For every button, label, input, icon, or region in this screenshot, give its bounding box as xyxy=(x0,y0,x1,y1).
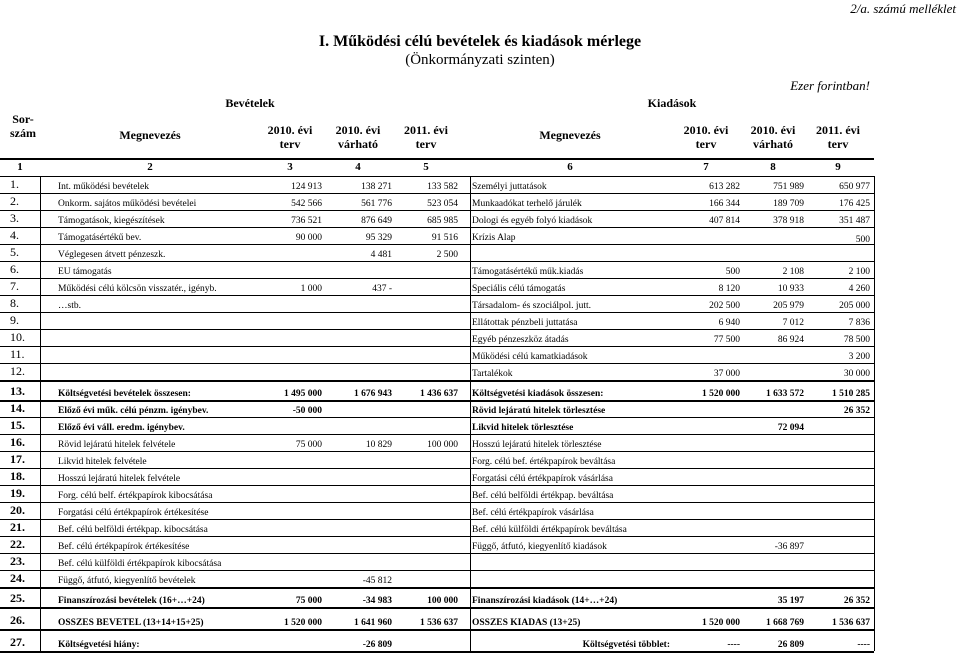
header-megnevezes-right: Megnevezés xyxy=(539,128,601,142)
annex-label: 2/a. számú melléklet xyxy=(850,1,956,16)
cell-n4: 1 520 000 xyxy=(702,389,740,399)
table-row xyxy=(0,400,874,418)
cell-n2: -45 812 xyxy=(362,576,392,586)
cell-no: 4. xyxy=(10,228,19,242)
cell-r: Költségvetési többlet: xyxy=(582,640,670,650)
table-row xyxy=(0,261,874,279)
cell-n6: 3 200 xyxy=(848,352,870,362)
cell-l: Költségvetési hiány: xyxy=(58,640,140,650)
table-row xyxy=(0,434,874,452)
cell-n1: 736 521 xyxy=(291,216,322,226)
header-2010-varhato-right: 2010. évi várható xyxy=(750,123,796,151)
cell-n6: 650 977 xyxy=(839,182,870,192)
cell-l: Rövid lejáratú hitelek felvétele xyxy=(58,440,176,450)
cell-n2: 437 - xyxy=(372,284,392,294)
cell-n1: 75 000 xyxy=(295,440,322,450)
cell-n5: 205 979 xyxy=(773,301,804,311)
cell-n4: 6 940 xyxy=(718,318,740,328)
cell-r: Támogatásértékű műk.kiadás xyxy=(472,267,584,277)
cell-no: 17. xyxy=(10,452,25,466)
cell-no: 10. xyxy=(10,330,25,344)
page-subtitle: (Önkormányzati szinten) xyxy=(405,52,555,68)
cell-r: Egyéb pénzeszköz átadás xyxy=(472,335,569,345)
cell-n6: 26 352 xyxy=(843,406,870,416)
cell-n2: -26 809 xyxy=(362,640,392,650)
cell-r: ÖSSZES KIADÁS (13+25) xyxy=(472,618,581,628)
cell-l: EU támogatás xyxy=(58,267,112,277)
cell-n6: 351 487 xyxy=(839,216,870,226)
cell-l: Likvid hitelek felvétele xyxy=(58,457,147,467)
table-row xyxy=(0,295,874,313)
cell-l: Forgatási célú értékpapírok értékesítése xyxy=(58,508,209,518)
header-2010-varhato-left: 2010. évi várható xyxy=(335,123,381,151)
cell-n3: 523 054 xyxy=(427,199,458,209)
cell-no: 14. xyxy=(10,401,25,415)
colnum: 8 xyxy=(770,161,776,173)
cell-r: Költségvetési kiadások összesen: xyxy=(472,389,604,399)
cell-n5: 35 197 xyxy=(777,596,804,606)
table-row xyxy=(0,502,874,520)
cell-n6: 4 260 xyxy=(848,284,870,294)
cell-r: Függő, átfutó, kiegyenlítő kiadások xyxy=(472,542,607,552)
cell-n1: -50 000 xyxy=(292,406,322,416)
cell-no: 1. xyxy=(10,177,19,191)
cell-n4: 613 282 xyxy=(709,182,740,192)
krizis-label: Krízis Alap xyxy=(472,233,516,243)
cell-n3: 133 582 xyxy=(427,182,458,192)
table-row xyxy=(0,210,874,228)
table-row xyxy=(0,553,874,571)
cell-no: 13. xyxy=(10,384,25,398)
cell-n5: -36 897 xyxy=(774,542,804,552)
colnum: 2 xyxy=(147,161,153,173)
cell-l: Int. működési bevételek xyxy=(58,182,150,192)
cell-r: Ellátottak pénzbeli juttatása xyxy=(472,318,578,328)
cell-n2: 4 481 xyxy=(370,250,392,260)
table-row xyxy=(0,417,874,435)
cell-r: Rövid lejáratú hitelek törlesztése xyxy=(472,406,606,416)
cell-n5: 26 809 xyxy=(777,640,804,650)
colnum: 5 xyxy=(423,161,429,173)
colnum: 4 xyxy=(355,161,361,173)
cell-n5: 1 633 572 xyxy=(766,389,804,399)
cell-r: Forgatási célú értékpapírok vásárlása xyxy=(472,474,613,484)
cell-no: 18. xyxy=(10,469,25,483)
cell-l: Előző évi váll. eredm. igénybev. xyxy=(58,423,185,433)
cell-l: Önkorm. sajátos működési bevételei xyxy=(58,199,197,209)
grid-line xyxy=(874,176,875,651)
cell-no: 22. xyxy=(10,537,25,551)
cell-l: Függő, átfutó, kiegyenlítő bevételek xyxy=(58,576,196,586)
table-row xyxy=(0,329,874,347)
cell-n5: 751 989 xyxy=(773,182,804,192)
cell-r: Hosszú lejáratú hitelek törlesztése xyxy=(472,440,602,450)
cell-n1: 542 566 xyxy=(291,199,322,209)
cell-n3: 685 985 xyxy=(427,216,458,226)
cell-n6: 7 836 xyxy=(848,318,870,328)
column-numbers xyxy=(0,158,874,177)
cell-n5: 2 108 xyxy=(782,267,804,277)
cell-no: 7. xyxy=(10,279,19,293)
cell-n6: 2 100 xyxy=(848,267,870,277)
cell-no: 24. xyxy=(10,571,25,585)
colnum: 7 xyxy=(703,161,709,173)
cell-n2: 561 776 xyxy=(361,199,392,209)
cell-n6: 26 352 xyxy=(843,596,870,606)
cell-l: ÖSSZES BEVÉTEL (13+14+15+25) xyxy=(58,618,204,628)
header-2010-terv-left: 2010. évi terv xyxy=(267,123,313,151)
header-kiadasok: Kiadások xyxy=(647,96,697,110)
cell-n3: 91 516 xyxy=(431,233,458,243)
cell-n4: 77 500 xyxy=(713,335,740,345)
cell-n5: 7 012 xyxy=(782,318,804,328)
table-row xyxy=(0,227,874,245)
cell-l: Bef. célú értékpapírok értékesítése xyxy=(58,542,190,552)
colnum: 3 xyxy=(287,161,293,173)
header-bevetelek: Bevételek xyxy=(225,96,275,110)
cell-n4: 37 000 xyxy=(713,369,740,379)
cell-r: Bef. célú értékpapírok vásárlása xyxy=(472,508,594,518)
cell-r: Finanszírozási kiadások (14+…+24) xyxy=(472,596,618,606)
krizis-value: 500 xyxy=(855,235,870,245)
table-row xyxy=(0,380,874,402)
grid-line xyxy=(40,176,41,651)
cell-n3: 100 000 xyxy=(427,596,458,606)
cell-no: 3. xyxy=(10,211,19,225)
table-row xyxy=(0,587,874,609)
cell-n2: 876 649 xyxy=(361,216,392,226)
cell-n4: 407 814 xyxy=(709,216,740,226)
page-title: I. Működési célú bevételek és kiadások mérlege xyxy=(318,33,642,50)
cell-r: Munkaadókat terhelő járulék xyxy=(472,199,582,209)
cell-no: 27. xyxy=(10,635,25,649)
cell-n2: 138 271 xyxy=(361,182,392,192)
cell-n3: 1 536 637 xyxy=(420,618,458,628)
cell-no: 5. xyxy=(10,245,19,259)
cell-r: Bef. célú külföldi értékpapírok beváltása xyxy=(472,525,627,535)
cell-no: 19. xyxy=(10,486,25,500)
header-megnevezes-left: Megnevezés xyxy=(119,128,181,142)
table-row xyxy=(0,629,874,653)
cell-l: Forg. célú belf. értékpapírok kibocsátása xyxy=(58,491,213,501)
cell-no: 15. xyxy=(10,418,25,432)
cell-no: 8. xyxy=(10,296,19,310)
cell-l: Hosszú lejáratú hitelek felvétele xyxy=(58,474,181,484)
cell-n1: 124 913 xyxy=(291,182,322,192)
cell-r: Társadalom- és szociálpol. jutt. xyxy=(472,301,591,311)
table-row xyxy=(0,244,874,262)
cell-n3: 1 436 637 xyxy=(420,389,458,399)
cell-no: 23. xyxy=(10,554,25,568)
table-row xyxy=(0,485,874,503)
currency-note: Ezer forintban! xyxy=(790,78,870,93)
cell-n5: 189 709 xyxy=(773,199,804,209)
table-row xyxy=(0,312,874,330)
cell-n6: 1 510 285 xyxy=(832,389,870,399)
cell-r: Dologi és egyéb folyó kiadások xyxy=(472,216,593,226)
cell-r: Működési célú kamatkiadások xyxy=(472,352,588,362)
cell-n5: 72 094 xyxy=(777,423,804,433)
cell-no: 16. xyxy=(10,435,25,449)
cell-l: Támogatások, kiegészítések xyxy=(58,216,165,226)
cell-no: 12. xyxy=(10,364,25,378)
cell-n4: 8 120 xyxy=(718,284,740,294)
cell-n4: ---- xyxy=(727,640,740,650)
header-2010-terv-right: 2010. évi terv xyxy=(683,123,729,151)
cell-n2: 10 829 xyxy=(365,440,392,450)
cell-n4: 166 344 xyxy=(709,199,740,209)
cell-n4: 202 500 xyxy=(709,301,740,311)
cell-n1: 75 000 xyxy=(295,596,322,606)
cell-l: Bef. célú belföldi értékpap. kibocsátása xyxy=(58,525,208,535)
cell-n3: 100 000 xyxy=(427,440,458,450)
cell-n2: 1 641 960 xyxy=(354,618,392,628)
table-row xyxy=(0,468,874,486)
header-2011-terv-left: 2011. évi terv xyxy=(404,123,448,151)
cell-n2: -34 983 xyxy=(362,596,392,606)
cell-no: 9. xyxy=(10,313,19,327)
cell-l: Működési célú kölcsön visszatér., igényb. xyxy=(58,284,217,294)
cell-no: 21. xyxy=(10,520,25,534)
table-row xyxy=(0,607,874,631)
table-row xyxy=(0,278,874,296)
colnum: 1 xyxy=(17,161,23,173)
cell-n6: 30 000 xyxy=(843,369,870,379)
table-row xyxy=(0,193,874,211)
header-sorszam: Sor- szám xyxy=(10,112,36,140)
cell-n5: 86 924 xyxy=(777,335,804,345)
cell-n2: 95 329 xyxy=(365,233,392,243)
cell-n5: 10 933 xyxy=(777,284,804,294)
cell-n6: ---- xyxy=(857,640,870,650)
cell-n1: 1 520 000 xyxy=(284,618,322,628)
table-row xyxy=(0,451,874,469)
cell-n4: 1 520 000 xyxy=(702,618,740,628)
cell-r: Likvid hitelek törlesztése xyxy=(472,423,574,433)
cell-n1: 1 000 xyxy=(300,284,322,294)
cell-r: Forg. célú bef. értékpapírok beváltása xyxy=(472,457,616,467)
cell-l: …stb. xyxy=(58,301,81,311)
cell-n4: 500 xyxy=(725,267,740,277)
cell-no: 2. xyxy=(10,194,19,208)
cell-n6: 1 536 637 xyxy=(832,618,870,628)
cell-n1: 1 495 000 xyxy=(284,389,322,399)
table-row xyxy=(0,176,874,194)
cell-n2: 1 676 943 xyxy=(354,389,392,399)
cell-l: Finanszírozási bevételek (16+…+24) xyxy=(58,596,205,606)
cell-l: Véglegesen átvett pénzeszk. xyxy=(58,250,166,260)
cell-n6: 176 425 xyxy=(839,199,870,209)
cell-n1: 90 000 xyxy=(295,233,322,243)
cell-n5: 1 668 769 xyxy=(766,618,804,628)
cell-n6: 205 000 xyxy=(839,301,870,311)
cell-no: 6. xyxy=(10,262,19,276)
cell-n5: 378 918 xyxy=(773,216,804,226)
cell-no: 20. xyxy=(10,503,25,517)
table-row xyxy=(0,346,874,364)
cell-l: Bef. célú külföldi értékpapírok kibocsátása xyxy=(58,559,222,569)
cell-no: 25. xyxy=(10,591,25,605)
cell-n6: 78 500 xyxy=(843,335,870,345)
cell-r: Speciális célú támogatás xyxy=(472,284,566,294)
grid-line xyxy=(470,176,471,651)
cell-no: 11. xyxy=(10,347,25,361)
table-row xyxy=(0,519,874,537)
header-2011-terv-right: 2011. évi terv xyxy=(816,123,860,151)
colnum: 9 xyxy=(835,161,841,173)
table-row xyxy=(0,536,874,554)
cell-r: Tartalékok xyxy=(472,369,513,379)
cell-r: Személyi juttatások xyxy=(472,182,547,192)
cell-n3: 2 500 xyxy=(436,250,458,260)
cell-r: Bef. célú belföldi értékpap. beváltása xyxy=(472,491,614,501)
cell-l: Támogatásértékű bev. xyxy=(58,233,142,243)
cell-l: Költségvetési bevételek összesen: xyxy=(58,389,191,399)
cell-l: Előző évi műk. célú pénzm. igénybev. xyxy=(58,406,209,416)
colnum: 6 xyxy=(567,161,573,173)
cell-no: 26. xyxy=(10,613,25,627)
